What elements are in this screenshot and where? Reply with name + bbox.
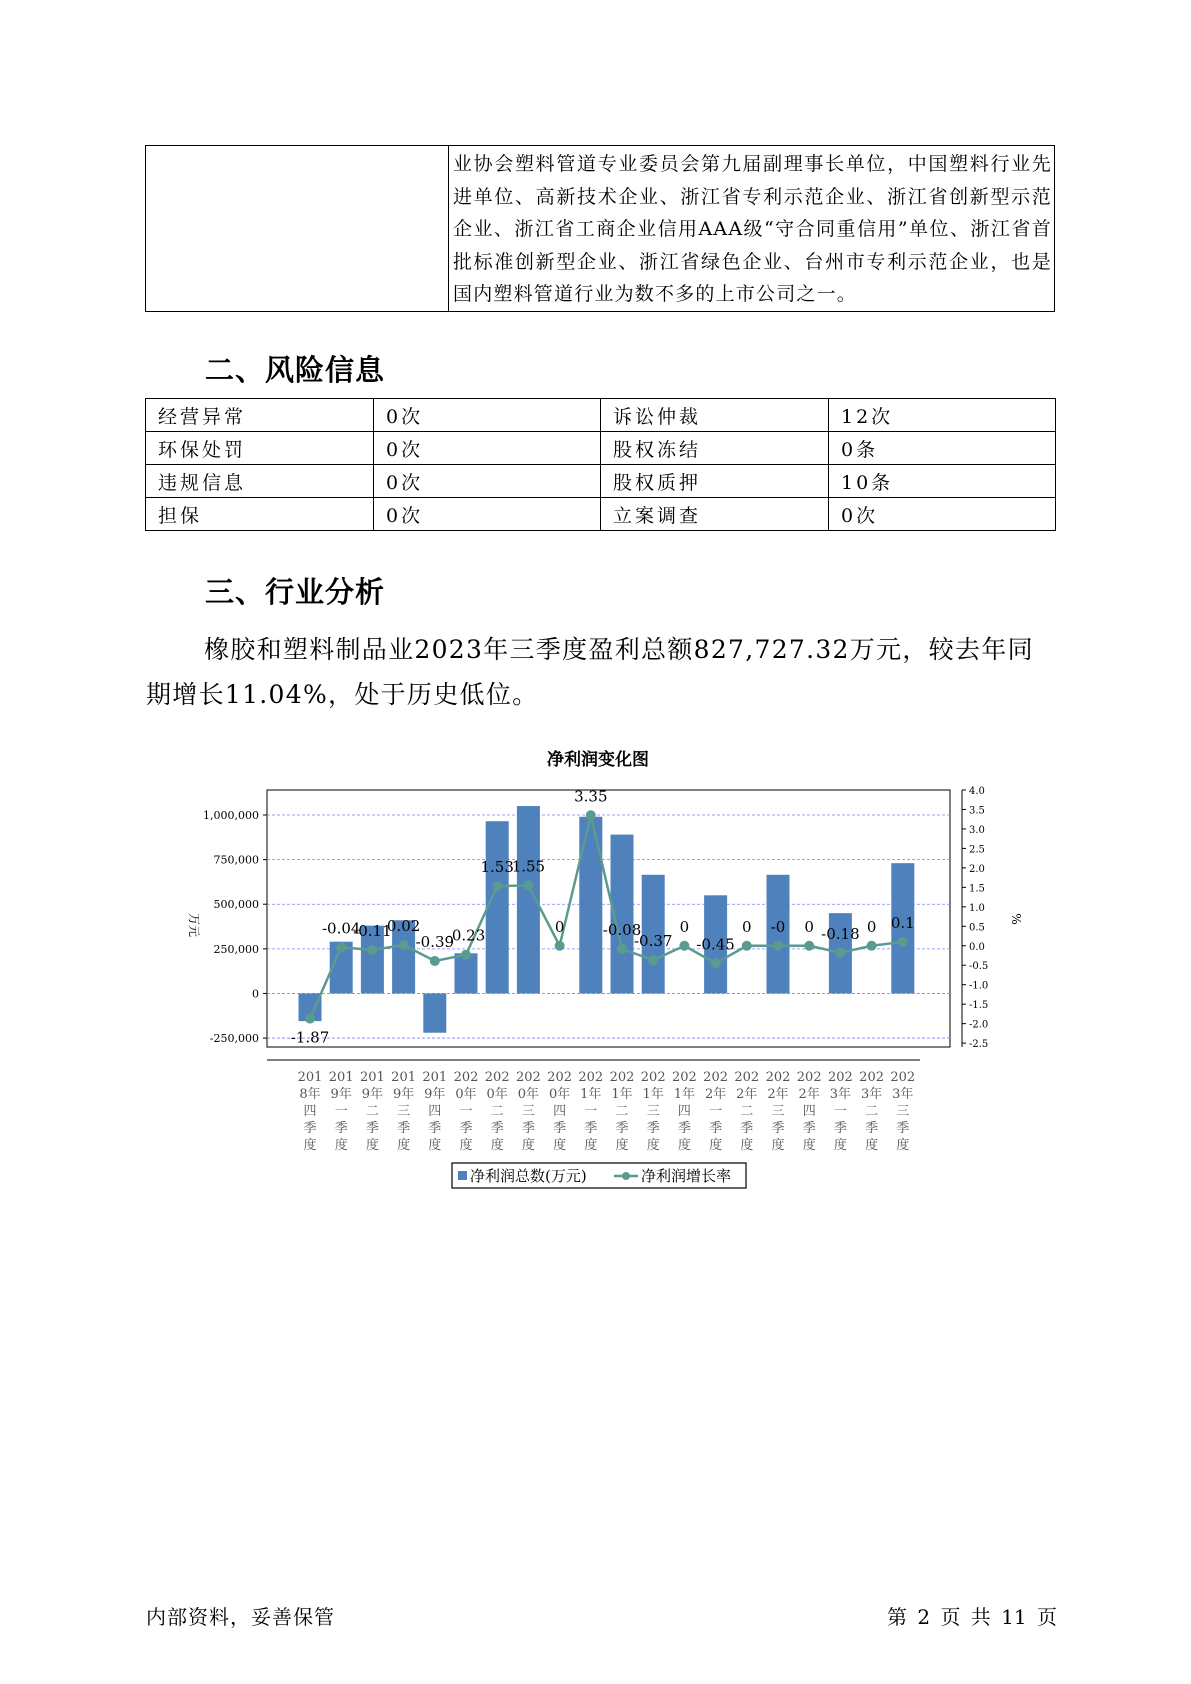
x-tick-label — [703, 1070, 728, 1153]
growth-data-label: 1.53 — [480, 858, 514, 877]
left-tick-label: 500,000 — [213, 898, 259, 912]
x-tick-line: 季 — [740, 1121, 754, 1136]
growth-data-label: -0.37 — [633, 932, 673, 951]
x-tick-line: 季 — [771, 1121, 785, 1136]
x-tick-line: 度 — [802, 1138, 816, 1153]
left-axis-label: 万元 — [187, 912, 201, 938]
x-tick-line: 1年 — [611, 1087, 633, 1102]
x-tick-label — [766, 1070, 791, 1153]
growth-data-label: 0.1 — [890, 913, 915, 932]
x-tick-line: 201 — [422, 1070, 448, 1085]
line-point — [742, 941, 752, 951]
x-tick-label — [672, 1070, 697, 1153]
x-tick-line: 三 — [896, 1104, 910, 1119]
risk-row — [146, 465, 1056, 498]
growth-data-label: 0 — [804, 917, 814, 936]
risk-section-heading: 二、风险信息 — [205, 353, 386, 387]
footer-page-number: 第 2 页 共 11 页 — [887, 1605, 1057, 1629]
legend-line-marker — [622, 1172, 630, 1180]
x-tick-line: 度 — [865, 1138, 879, 1153]
left-tick-label: 1,000,000 — [203, 808, 259, 822]
x-tick-line: 度 — [709, 1138, 723, 1153]
x-tick-line: 季 — [646, 1121, 660, 1136]
x-tick-label — [578, 1070, 603, 1153]
x-tick-line: 202 — [796, 1070, 822, 1085]
x-tick-line: 三 — [646, 1104, 660, 1119]
right-tick-label: 3.5 — [969, 805, 985, 817]
x-tick-line: 202 — [515, 1070, 541, 1085]
category-axis — [267, 1060, 920, 1153]
growth-data-label: -0 — [770, 917, 786, 936]
x-tick-line: 季 — [553, 1121, 567, 1136]
x-tick-label — [547, 1070, 572, 1153]
x-tick-label — [797, 1070, 822, 1153]
x-tick-line: 1年 — [642, 1087, 664, 1102]
x-tick-line: 2年 — [704, 1087, 727, 1102]
growth-data-label: -0.04 — [321, 919, 361, 938]
industry-section-heading: 三、行业分析 — [205, 575, 386, 609]
x-tick-line: 季 — [303, 1121, 317, 1136]
risk-value: 0次 — [829, 498, 1056, 531]
x-tick-line: 9年 — [330, 1087, 352, 1102]
right-tick-label: 1.0 — [969, 902, 985, 914]
growth-data-label: -0.18 — [821, 924, 860, 943]
x-tick-line: 季 — [802, 1121, 816, 1136]
x-tick-line: 202 — [734, 1070, 760, 1085]
x-tick-label — [360, 1070, 385, 1153]
x-tick-line: 202 — [547, 1070, 573, 1085]
x-tick-line: 季 — [459, 1121, 473, 1136]
right-tick-label: 2.0 — [969, 863, 985, 875]
x-tick-line: 二 — [365, 1104, 379, 1119]
x-tick-line: 四 — [553, 1104, 567, 1119]
x-tick-line: 202 — [827, 1070, 853, 1085]
legend-bar-label: 净利润总数(万元) — [470, 1167, 587, 1185]
growth-data-label: 0 — [866, 917, 877, 936]
risk-label: 立案调查 — [601, 498, 829, 531]
right-tick-label: -1.0 — [969, 980, 989, 992]
left-tick-label: 0 — [252, 987, 259, 1001]
right-tick-label: 2.5 — [969, 844, 985, 856]
x-tick-line: 一 — [833, 1104, 847, 1119]
x-tick-label — [890, 1070, 915, 1153]
x-tick-line: 2年 — [798, 1087, 820, 1102]
risk-value: 0次 — [374, 432, 601, 465]
x-tick-line: 度 — [677, 1138, 691, 1153]
left-axis — [203, 809, 267, 1045]
company-intro-text: 业协会塑料管道专业委员会第九届副理事长单位，中国塑料行业先进单位、高新技术企业、浙江省专利示范企业、浙江省创新型示范企业、浙江省工商企业信用AAA级“守合同重信用”单位、浙江省首批标准创新型企业、浙江省绿色企业、台州市专利示范企业，也是国内塑料管道行业为数不多的上市公司之一。 — [453, 153, 1052, 305]
x-tick-label — [422, 1070, 447, 1153]
x-tick-line: 1年 — [673, 1087, 696, 1102]
x-tick-line: 季 — [615, 1121, 629, 1136]
x-tick-line: 度 — [365, 1138, 379, 1153]
x-tick-line: 季 — [490, 1121, 504, 1136]
right-axis — [962, 786, 988, 1050]
right-tick-label: 0.0 — [969, 941, 985, 953]
x-tick-line: 2年 — [736, 1087, 758, 1102]
x-tick-line: 202 — [640, 1070, 666, 1085]
x-tick-line: 1年 — [580, 1087, 602, 1102]
line-point — [492, 881, 502, 891]
risk-label: 违规信息 — [146, 465, 374, 498]
right-tick-label: -0.5 — [969, 961, 989, 973]
x-tick-line: 季 — [709, 1121, 723, 1136]
bar — [579, 817, 602, 994]
risk-row — [146, 432, 1056, 465]
x-tick-line: 季 — [397, 1121, 411, 1136]
x-tick-line: 季 — [677, 1121, 691, 1136]
x-tick-line: 202 — [859, 1070, 885, 1085]
x-tick-line: 201 — [297, 1070, 323, 1085]
bar — [486, 821, 509, 993]
x-tick-line: 三 — [397, 1104, 411, 1119]
x-tick-line: 四 — [428, 1104, 442, 1119]
left-tick-label: 750,000 — [213, 853, 259, 867]
line-point — [430, 956, 440, 966]
x-tick-line: 8年 — [299, 1087, 321, 1102]
right-tick-label: 4.0 — [969, 786, 985, 797]
x-tick-line: 9年 — [424, 1087, 446, 1102]
growth-data-label: -0.11 — [353, 922, 392, 941]
risk-value: 0次 — [374, 399, 601, 432]
line-point — [648, 955, 658, 965]
x-tick-label — [828, 1070, 853, 1153]
line-point — [898, 937, 908, 947]
growth-data-label: 0 — [742, 917, 752, 936]
x-tick-line: 四 — [303, 1104, 317, 1119]
x-tick-line: 度 — [397, 1138, 411, 1153]
risk-label: 诉讼仲裁 — [601, 399, 829, 432]
x-tick-line: 季 — [833, 1121, 847, 1136]
x-tick-line: 二 — [490, 1104, 504, 1119]
x-tick-label — [391, 1070, 416, 1153]
x-tick-line: 201 — [359, 1070, 385, 1085]
x-tick-line: 度 — [833, 1138, 847, 1153]
x-tick-line: 202 — [765, 1070, 791, 1085]
x-tick-label — [610, 1070, 635, 1153]
x-tick-line: 一 — [584, 1104, 598, 1119]
x-tick-line: 度 — [490, 1138, 504, 1153]
legend-line-label: 净利润增长率 — [641, 1167, 732, 1185]
growth-data-label: -0.45 — [696, 935, 735, 954]
x-tick-line: 202 — [453, 1070, 479, 1085]
x-tick-line: 二 — [865, 1104, 879, 1119]
x-tick-line: 0年 — [548, 1087, 571, 1102]
chart-title: 净利润变化图 — [547, 750, 649, 770]
x-tick-line: 2年 — [767, 1087, 789, 1102]
line-point — [804, 941, 814, 951]
x-tick-line: 度 — [771, 1138, 785, 1153]
risk-info-table — [145, 398, 1056, 531]
growth-data-label: 0 — [679, 917, 690, 936]
x-tick-line: 季 — [521, 1121, 535, 1136]
x-tick-line: 9年 — [361, 1087, 384, 1102]
growth-data-label: 0.02 — [386, 916, 421, 935]
risk-value: 0次 — [374, 465, 601, 498]
right-tick-label: 3.0 — [969, 824, 985, 836]
x-tick-line: 二 — [740, 1104, 754, 1119]
right-tick-label: 1.5 — [969, 883, 985, 895]
growth-data-label: -0.08 — [602, 920, 642, 939]
x-tick-line: 度 — [740, 1138, 754, 1153]
line-point — [867, 941, 877, 951]
x-tick-line: 三 — [771, 1104, 785, 1119]
intro-label-cell — [146, 146, 449, 312]
intro-text-cell — [449, 146, 1055, 312]
line-point — [336, 942, 346, 952]
risk-row — [146, 498, 1056, 531]
x-tick-label — [859, 1070, 884, 1153]
x-tick-line: 度 — [584, 1138, 598, 1153]
x-tick-line: 一 — [459, 1104, 473, 1119]
x-tick-line: 0年 — [455, 1087, 477, 1102]
x-tick-line: 季 — [865, 1121, 879, 1136]
x-tick-line: 季 — [896, 1121, 910, 1136]
right-axis-label: % — [1009, 913, 1023, 925]
line-point — [555, 941, 565, 951]
risk-value: 0次 — [374, 498, 601, 531]
right-tick-label: -2.5 — [969, 1039, 989, 1051]
x-tick-line: 度 — [553, 1138, 567, 1153]
x-tick-line: 二 — [615, 1104, 629, 1119]
x-tick-line: 季 — [584, 1121, 598, 1136]
company-intro-table — [145, 145, 1055, 312]
x-tick-label — [485, 1070, 510, 1153]
x-tick-line: 度 — [428, 1138, 442, 1153]
x-tick-line: 9年 — [392, 1087, 415, 1102]
right-tick-label: -1.5 — [969, 1000, 989, 1012]
x-tick-line: 度 — [896, 1138, 910, 1153]
x-tick-label — [298, 1070, 323, 1153]
x-tick-line: 202 — [578, 1070, 604, 1085]
x-tick-line: 0年 — [486, 1087, 508, 1102]
risk-label: 环保处罚 — [146, 432, 374, 465]
footer-confidential: 内部资料，妥善保管 — [146, 1605, 335, 1629]
growth-data-label: -1.87 — [290, 1028, 330, 1047]
x-tick-label — [641, 1070, 666, 1153]
growth-data-label: 0 — [554, 917, 565, 936]
x-tick-line: 0年 — [517, 1087, 540, 1102]
risk-label: 经营异常 — [146, 399, 374, 432]
left-tick-label: -250,000 — [209, 1032, 259, 1046]
x-tick-line: 三 — [521, 1104, 535, 1119]
right-tick-label: -2.0 — [969, 1019, 989, 1031]
x-tick-line: 季 — [365, 1121, 379, 1136]
x-tick-line: 201 — [328, 1070, 354, 1085]
chart-legend — [452, 1163, 746, 1188]
x-tick-line: 一 — [334, 1104, 348, 1119]
line-point — [461, 950, 471, 960]
x-tick-line: 度 — [615, 1138, 629, 1153]
line-point — [711, 958, 721, 968]
line-point — [399, 940, 409, 950]
line-point — [773, 941, 783, 951]
x-tick-label — [454, 1070, 479, 1153]
risk-row — [146, 399, 1056, 432]
x-tick-line: 201 — [391, 1070, 417, 1085]
line-point — [617, 944, 627, 954]
x-tick-line: 202 — [671, 1070, 697, 1085]
x-tick-label — [329, 1070, 354, 1153]
x-tick-line: 202 — [609, 1070, 635, 1085]
x-tick-line: 202 — [890, 1070, 916, 1085]
x-tick-line: 一 — [709, 1104, 723, 1119]
risk-value: 12次 — [829, 399, 1056, 432]
growth-data-label: -0.23 — [446, 926, 486, 945]
net-profit-chart — [0, 735, 1191, 1205]
line-point — [367, 945, 377, 955]
legend-bar-swatch — [458, 1171, 467, 1180]
industry-analysis-paragraph: 橡胶和塑料制品业2023年三季度盈利总额827,727.32万元，较去年同期增长11.04%，处于历史低位。 — [146, 635, 1034, 709]
x-tick-line: 3年 — [829, 1087, 852, 1102]
x-tick-line: 四 — [677, 1104, 691, 1119]
x-tick-line: 度 — [521, 1138, 535, 1153]
growth-data-label: -0.39 — [415, 932, 455, 951]
line-point — [835, 948, 845, 958]
x-tick-line: 度 — [334, 1138, 348, 1153]
x-tick-line: 202 — [703, 1070, 729, 1085]
right-tick-label: 0.5 — [969, 922, 985, 934]
x-tick-line: 度 — [646, 1138, 660, 1153]
risk-label: 股权质押 — [601, 465, 829, 498]
left-tick-label: 250,000 — [213, 942, 259, 956]
risk-label: 股权冻结 — [601, 432, 829, 465]
growth-data-label: 1.55 — [511, 857, 546, 876]
growth-data-label: 3.35 — [574, 787, 608, 806]
risk-label: 担保 — [146, 498, 374, 531]
line-point — [679, 941, 689, 951]
line-point — [586, 810, 596, 820]
line-point — [305, 1014, 315, 1024]
x-tick-line: 3年 — [892, 1087, 914, 1102]
line-point — [523, 880, 533, 890]
x-tick-line: 度 — [459, 1138, 473, 1153]
x-tick-label — [516, 1070, 541, 1153]
x-tick-line: 季 — [428, 1121, 442, 1136]
bar — [423, 993, 446, 1032]
x-tick-label — [734, 1070, 759, 1153]
risk-value: 10条 — [829, 465, 1056, 498]
x-tick-line: 季 — [334, 1121, 348, 1136]
x-tick-line: 四 — [802, 1104, 816, 1119]
x-tick-line: 3年 — [860, 1087, 883, 1102]
risk-value: 0条 — [829, 432, 1056, 465]
x-tick-line: 202 — [484, 1070, 510, 1085]
x-tick-line: 度 — [303, 1138, 317, 1153]
